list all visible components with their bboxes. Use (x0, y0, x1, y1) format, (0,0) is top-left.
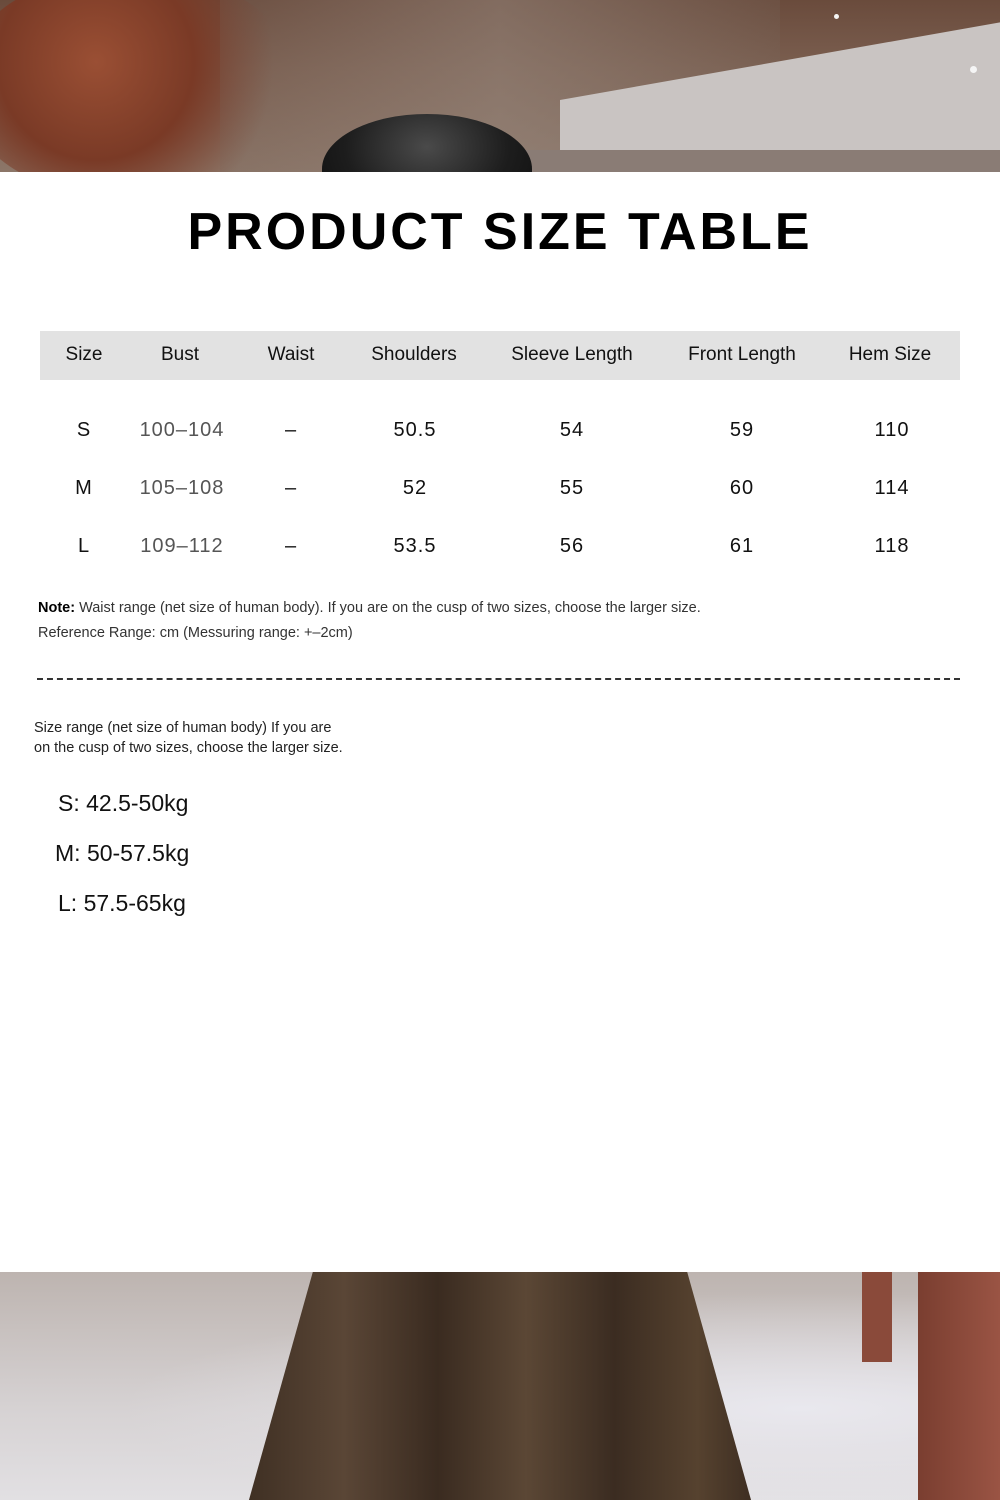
size-range-line-1: Size range (net size of human body) If you are (34, 720, 332, 736)
header-hem-size: Hem Size (848, 344, 932, 365)
table-cell: 100–104 (139, 419, 225, 441)
note-label: Note: (38, 600, 76, 616)
reference-range: Reference Range: cm (Messuring range: +–2cm) (38, 625, 353, 641)
brick-post (862, 1272, 892, 1362)
table-cell: 55 (559, 477, 585, 499)
table-cell: L (77, 535, 91, 557)
table-cell: 105–108 (139, 477, 225, 499)
size-range-description (34, 718, 394, 758)
top-product-photo (0, 0, 1000, 172)
page-title: PRODUCT SIZE TABLE (187, 203, 813, 261)
header-waist: Waist (267, 344, 315, 365)
note-text: Waist range (net size of human body). If you are on the cusp of two sizes, choose the larger size. (75, 600, 701, 616)
bottom-product-photo (0, 1272, 1000, 1500)
note-line (38, 596, 701, 621)
table-cell: 56 (559, 535, 585, 557)
header-shoulders: Shoulders (371, 344, 457, 365)
table-cell: S (76, 419, 92, 441)
table-cell: 118 (874, 535, 910, 557)
table-cell: 60 (729, 477, 755, 499)
weight-l: L: 57.5-65kg (58, 890, 186, 916)
table-cell: 110 (874, 419, 910, 441)
table-cell: 59 (729, 419, 755, 441)
size-note (38, 596, 701, 646)
snowflake (834, 14, 839, 19)
weight-m: M: 50-57.5kg (55, 840, 190, 866)
roof-edge (520, 150, 1000, 172)
weight-s: S: 42.5-50kg (58, 790, 189, 816)
header-sleeve-length: Sleeve Length (511, 344, 633, 365)
header-bust: Bust (160, 344, 200, 365)
table-cell: 109–112 (140, 535, 224, 557)
table-cell: – (284, 477, 298, 499)
table-cell: 54 (559, 419, 585, 441)
table-cell: 53.5 (393, 535, 437, 557)
table-cell: 61 (729, 535, 755, 557)
snowflake (970, 66, 977, 73)
table-cell: – (284, 419, 298, 441)
table-cell: – (284, 535, 298, 557)
brown-pleated-skirt (240, 1272, 760, 1500)
brick-wall (918, 1272, 1000, 1500)
size-range-line-2: on the cusp of two sizes, choose the larger size. (34, 740, 343, 756)
table-cell: 114 (874, 477, 910, 499)
dashed-divider (37, 678, 960, 680)
header-front-length: Front Length (688, 344, 796, 365)
table-cell: 50.5 (393, 419, 437, 441)
header-size: Size (65, 344, 103, 365)
table-cell: M (75, 477, 93, 499)
table-cell: 52 (402, 477, 428, 499)
